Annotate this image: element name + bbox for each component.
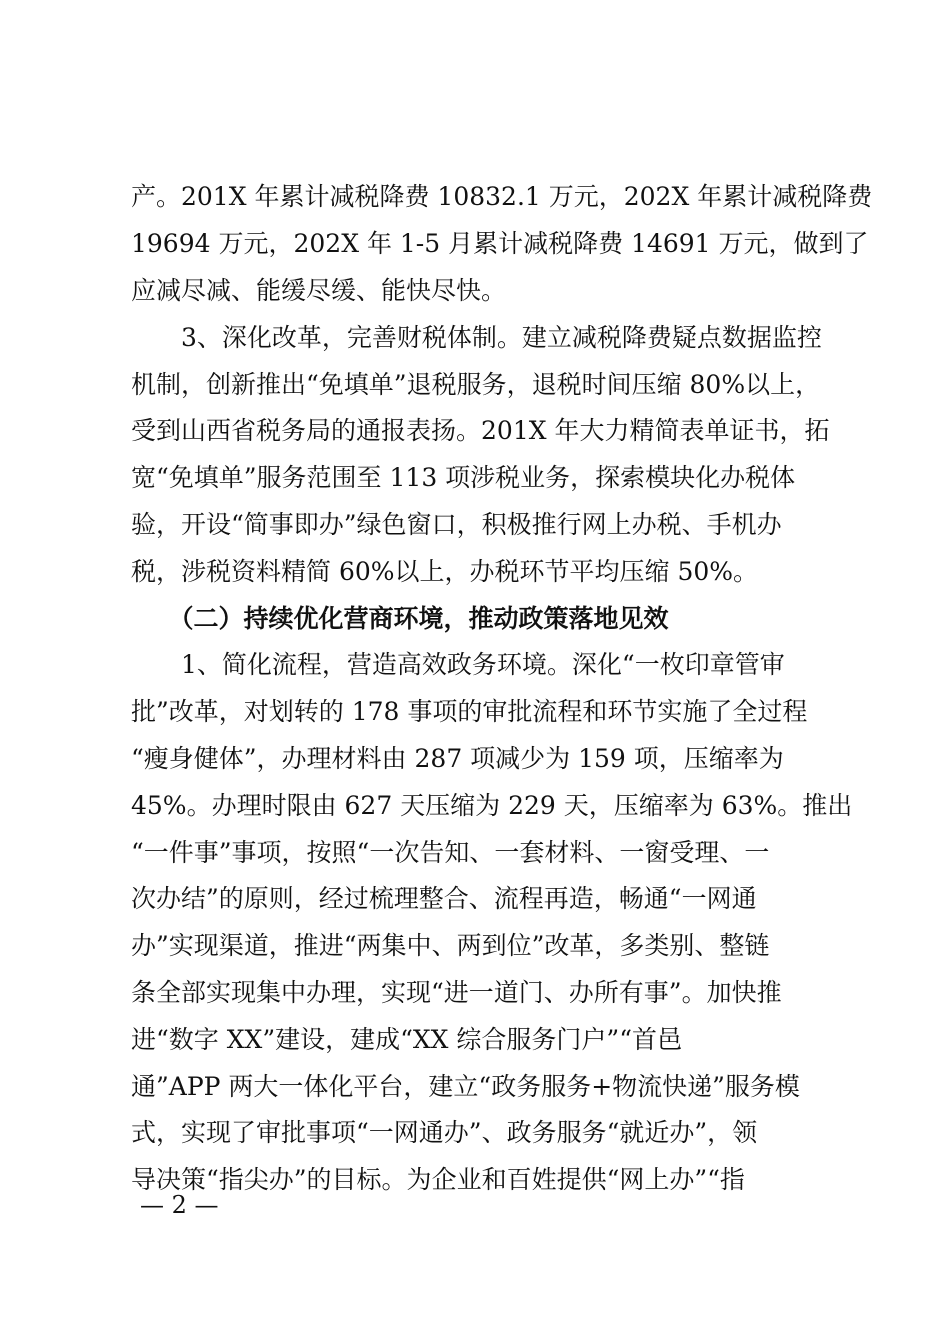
text-line: “一件事”事项，按照“一次告知、一套材料、一窗受理、一 xyxy=(131,838,770,867)
section-heading: （二）持续优化营商环境，推动政策落地见效 xyxy=(131,604,669,633)
text-line: 应减尽减、能缓尽缓、能快尽快。 xyxy=(131,276,507,305)
text-line: 批”改革，对划转的 178 事项的审批流程和环节实施了全过程 xyxy=(131,697,808,726)
text-line: 导决策“指尖办”的目标。为企业和百姓提供“网上办”“指 xyxy=(131,1165,745,1194)
text-line: 税，涉税资料精简 60%以上，办税环节平均压缩 50%。 xyxy=(131,557,759,586)
text-line: 产。201X 年累计减税降费 10832.1 万元，202X 年累计减税降费 xyxy=(131,182,873,211)
text-line: 45%。办理时限由 627 天压缩为 229 天，压缩率为 63%。推出 xyxy=(131,791,853,820)
text-line: 机制，创新推出“免填单”退税服务，退税时间压缩 80%以上， xyxy=(131,370,821,399)
text-line: 受到山西省税务局的通报表扬。201X 年大力精简表单证书，拓 xyxy=(131,416,830,445)
text-line: “瘦身健体”，办理材料由 287 项减少为 159 项，压缩率为 xyxy=(131,744,784,773)
text-line: 19694 万元，202X 年 1-5 月累计减税降费 14691 万元，做到了 xyxy=(131,229,869,258)
text-line: 宽“免填单”服务范围至 113 项涉税业务，探索模块化办税体 xyxy=(131,463,796,492)
text-line: 条全部实现集中办理，实现“进一道门、办所有事”。加快推 xyxy=(131,978,782,1007)
text-line: 3、深化改革，完善财税体制。建立减税降费疑点数据监控 xyxy=(131,323,822,352)
page-number: — 2 — xyxy=(140,1191,219,1219)
text-line: 通”APP 两大一体化平台，建立“政务服务+物流快递”服务模 xyxy=(131,1072,800,1101)
text-line: 验，开设“简事即办”绿色窗口，积极推行网上办税、手机办 xyxy=(131,510,782,539)
text-line: 式，实现了审批事项“一网通办”、政务服务“就近办”，领 xyxy=(131,1118,758,1147)
text-line: 1、简化流程，营造高效政务环境。深化“一枚印章管审 xyxy=(131,650,785,679)
text-line: 次办结”的原则，经过梳理整合、流程再造，畅通“一网通 xyxy=(131,884,757,913)
text-line: 办”实现渠道，推进“两集中、两到位”改革，多类别、整链 xyxy=(131,931,770,960)
text-line: 进“数字 XX”建设，建成“XX 综合服务门户”“首邑 xyxy=(131,1025,682,1054)
